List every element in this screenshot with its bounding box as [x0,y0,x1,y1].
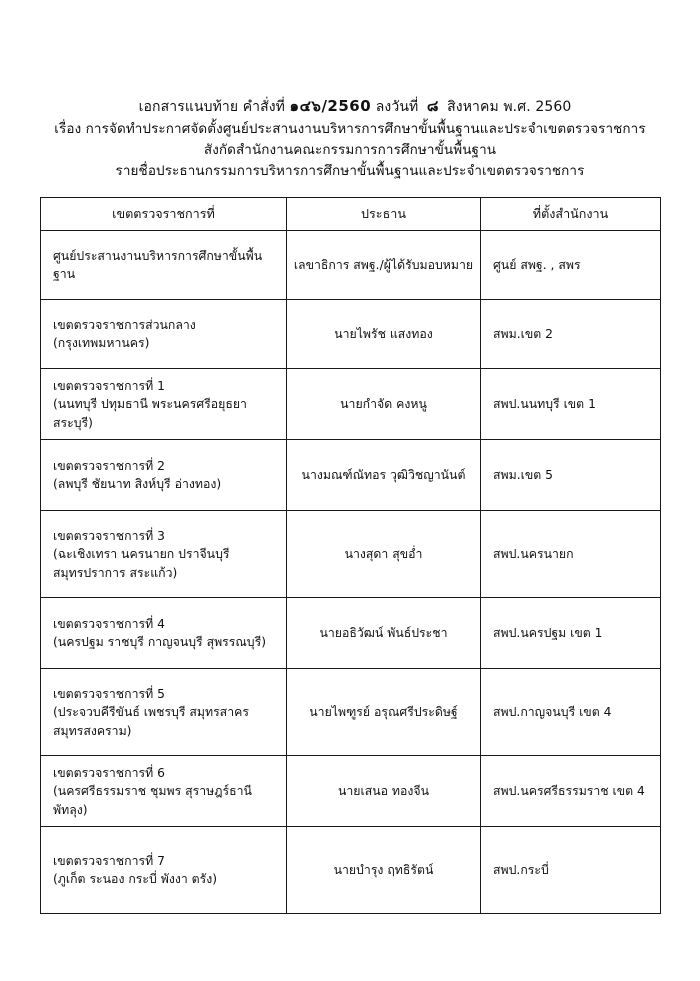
cell-area [41,598,287,669]
cell-chair: นายไพรัช แสงทอง [287,300,481,369]
cell-area [41,827,287,914]
cell-office: สพม.เขต 2 [481,300,661,369]
area-line: เขตตรวจราชการที่ 2 [53,459,165,474]
cell-chair: นางสุดา สุขอ่ำ [287,511,481,598]
order-number: ๑๔๖ [289,97,322,115]
table-header-row [41,198,661,231]
table-row [41,369,661,440]
cell-chair: นายกำจัด คงหนู [287,369,481,440]
header-line-1-suffix: สิงหาคม พ.ศ. 2560 [447,99,572,115]
cell-chair: เลขาธิการ สพฐ./ผู้ได้รับมอบหมาย [287,231,481,300]
column-header-office: ที่ตั้งสำนักงาน [481,198,661,231]
table-row [41,827,661,914]
cell-office: สพป.กาญจนบุรี เขต 4 [481,669,661,756]
area-line: (ฉะเชิงเทรา นครนายก ปราจีนบุรี [53,547,230,562]
table-row [41,440,661,511]
header-line-1-mid: ลงวันที่ [375,99,419,115]
cell-chair: นายเสนอ ทองจีน [287,756,481,827]
column-header-chair: ประธาน [287,198,481,231]
table-row [41,231,661,300]
area-line: เขตตรวจราชการที่ 6 [53,765,165,780]
area-line: เขตตรวจราชการที่ 4 [53,617,165,632]
order-day: ๘ [426,97,439,115]
document-header [40,95,660,181]
cell-office: สพป.นนทบุรี เขต 1 [481,369,661,440]
area-line: เขตตรวจราชการส่วนกลาง (กรุงเทพมหานคร) [53,318,196,351]
area-line: ศูนย์ประสานงานบริหารการศึกษาขั้นพื้นฐาน [53,249,263,282]
cell-office: ศูนย์ สพฐ. , สพร [481,231,661,300]
area-line: (ภูเก็ต ระนอง กระบี่ พังงา ตรัง) [53,872,218,887]
header-line-1-prefix: เอกสารแนบท้าย คำสั่งที่ [138,99,285,115]
table-row [41,300,661,369]
cell-area [41,669,287,756]
area-line: เขตตรวจราชการที่ 3 [53,528,165,543]
cell-chair: นายไพฑูรย์ อรุณศรีประดิษฐ์ [287,669,481,756]
area-line: สมุทรสงคราม) [53,723,132,738]
area-line: (นครปฐม ราชบุรี กาญจนบุรี สุพรรณบุรี) [53,635,267,650]
header-line-3: สังกัดสำนักงานคณะกรรมการการศึกษาขั้นพื้นฐาน [203,141,497,158]
chairperson-table [40,197,661,914]
cell-area [41,756,287,827]
cell-office: สพป.กระบี่ [481,827,661,914]
area-line: สมุทรปราการ สระแก้ว) [53,565,178,580]
cell-office: สพป.นครนายก [481,511,661,598]
header-line-4: รายชื่อประธานกรรมการบริหารการศึกษาขั้นพื้นฐานและประจำเขตตรวจราชการ [115,162,585,179]
cell-area [41,231,287,300]
area-line: เขตตรวจราชการที่ 7 [53,854,165,869]
header-line-2: เรื่อง การจัดทำประกาศจัดตั้งศูนย์ประสานงานบริหารการศึกษาขั้นพื้นฐานและประจำเขตตรวจราชการ [54,120,646,137]
area-line: เขตตรวจราชการที่ 1 [53,378,165,393]
cell-area [41,369,287,440]
area-line: (นครศรีธรรมราช ชุมพร สุราษฎร์ธานี พัทลุง) [53,784,252,817]
table-row [41,669,661,756]
column-header-area: เขตตรวจราชการที่ [41,198,287,231]
cell-area [41,300,287,369]
cell-chair: นายบำรุง ฤทธิรัตน์ [287,827,481,914]
cell-area [41,511,287,598]
cell-chair: นายอธิวัฒน์ พันธ์ประชา [287,598,481,669]
table-row [41,756,661,827]
area-line: (ลพบุรี ชัยนาท สิงห์บุรี อ่างทอง) [53,477,222,492]
table-row [41,511,661,598]
area-line: (ประจวบคีรีขันธ์ เพชรบุรี สมุทรสาคร [53,705,249,720]
cell-office: สพป.นครศรีธรรมราช เขต 4 [481,756,661,827]
cell-office: สพป.นครปฐม เขต 1 [481,598,661,669]
cell-office: สพม.เขต 5 [481,440,661,511]
order-year: /2560 [321,97,372,115]
header-line-1 [50,95,660,119]
cell-area [41,440,287,511]
cell-chair: นางมณฑ์ณัทอร วุฒิวิชญานันต์ [287,440,481,511]
area-line: (นนทบุรี ปทุมธานี พระนครศรีอยุธยา สระบุรี) [53,397,247,430]
table-row [41,598,661,669]
area-line: เขตตรวจราชการที่ 5 [53,686,165,701]
